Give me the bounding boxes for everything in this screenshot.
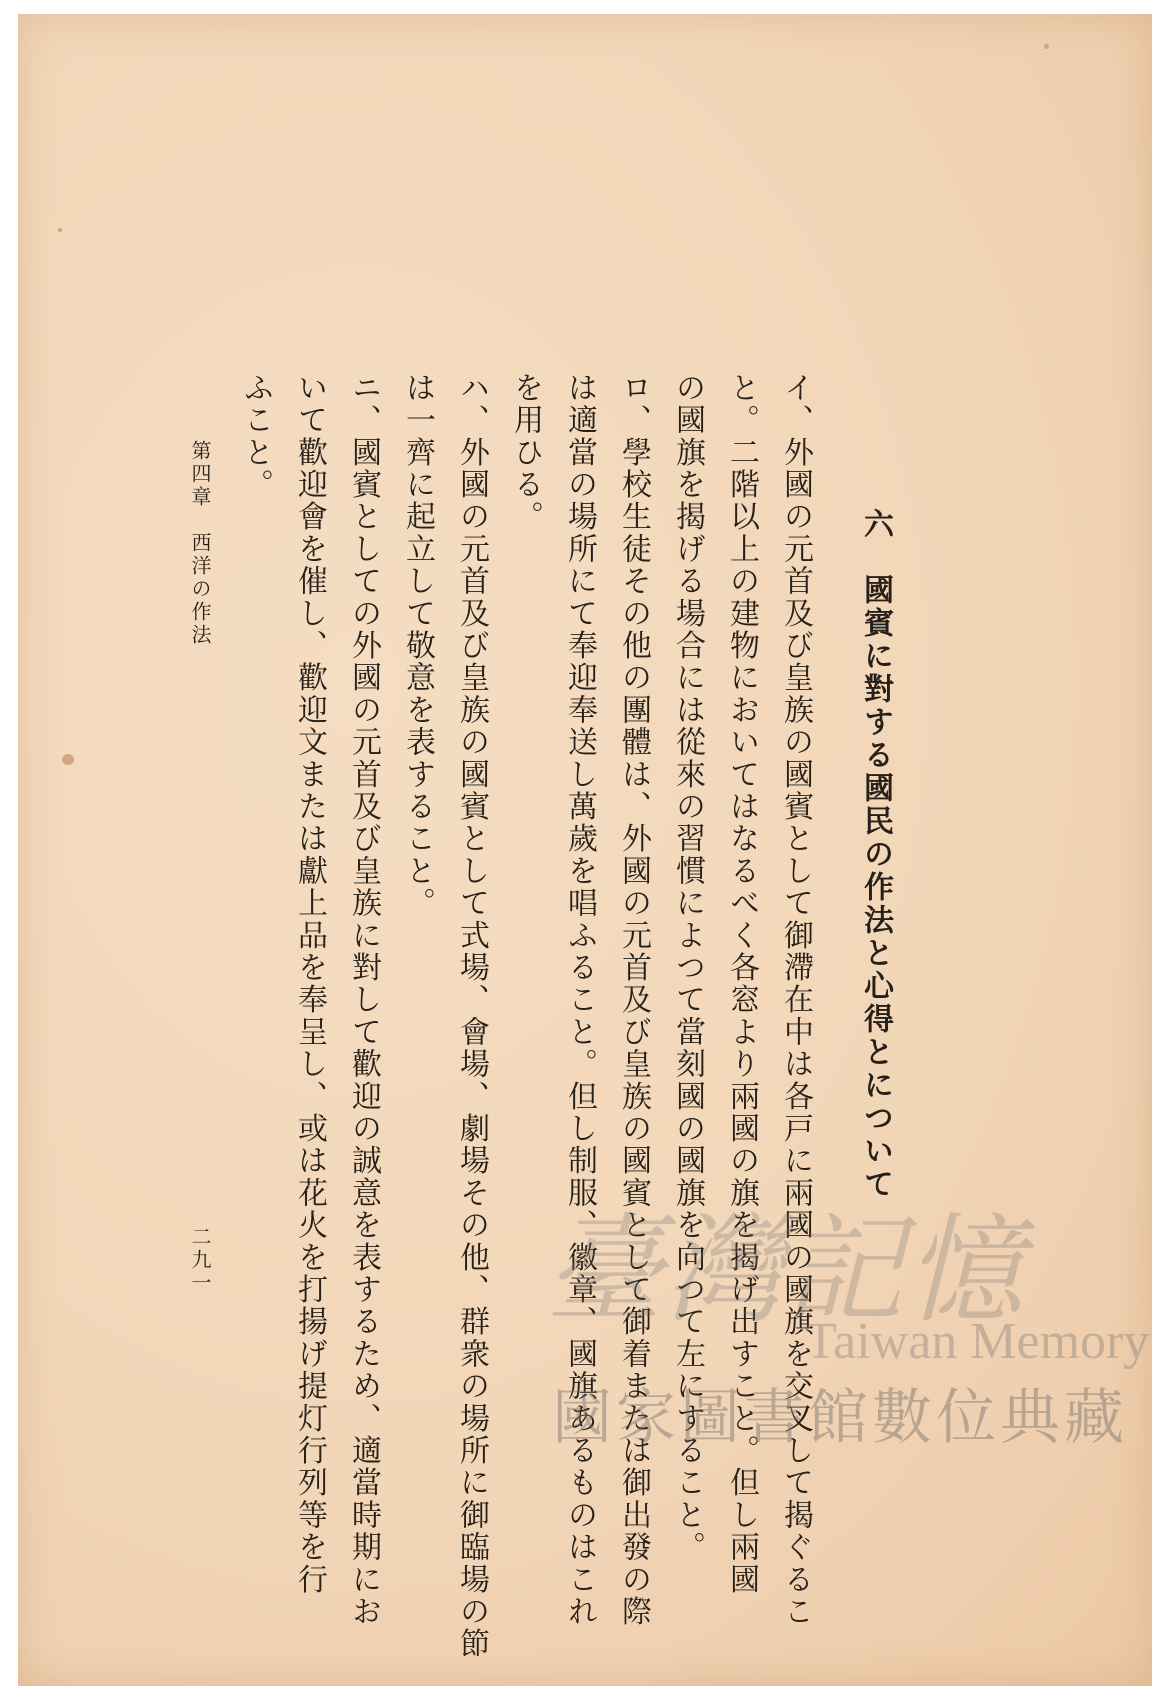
body-line-1: イ、外國の元首及び皇族の國賓として御滯在中は各戸に兩國の國旗を交叉して揭ぐるこ xyxy=(778,372,813,1628)
body-line-3: の國旗を揭げる場合には從來の習慣によつて當刻國の國旗を向つて左にすること。 xyxy=(670,372,705,1564)
running-head: 第四章 西洋の作法 xyxy=(188,440,212,647)
body-line-5: は適當の場所にて奉迎奉送し萬歲を唱ふること。但し制服、徽章、國旗あるものはこれ xyxy=(562,372,597,1628)
paper-speck xyxy=(62,754,74,765)
body-line-6: を用ひる。 xyxy=(508,372,543,533)
page-number: 二九一 xyxy=(188,1226,212,1295)
body-line-4: ロ、學校生徒その他の團體は、外國の元首及び皇族の國賓として御着または御出發の際 xyxy=(616,372,651,1628)
body-line-7: ハ、外國の元首及び皇族の國賓として式場、會場、劇場その他、群衆の場所に御臨場の節 xyxy=(454,372,489,1660)
watermark-english: Taiwan Memory xyxy=(805,1313,1150,1370)
body-line-9: ニ、國賓としての外國の元首及び皇族に對して歡迎の誠意を表するため、適當時期にお xyxy=(346,372,381,1628)
paper-speck xyxy=(58,228,62,232)
body-line-2: と。二階以上の建物においてはなるべく各窓より兩國の旗を揭げ出すこと。但し兩國 xyxy=(724,372,759,1596)
body-line-11: ふこと。 xyxy=(238,372,273,501)
section-heading: 六 國賓に對する國民の作法と心得とについて xyxy=(858,508,893,1201)
body-line-10: いて歡迎會を催し、歡迎文または獻上品を奉呈し、或は花火を打揚げ提灯行列等を行 xyxy=(292,372,327,1596)
watermark-calligraphy: 臺灣記憶 xyxy=(545,1201,1026,1339)
paper-speck xyxy=(1044,44,1049,49)
watermark-library: 國家圖書館數位典藏 xyxy=(552,1383,1128,1453)
body-line-8: は一齊に起立して敬意を表すること。 xyxy=(400,372,435,920)
